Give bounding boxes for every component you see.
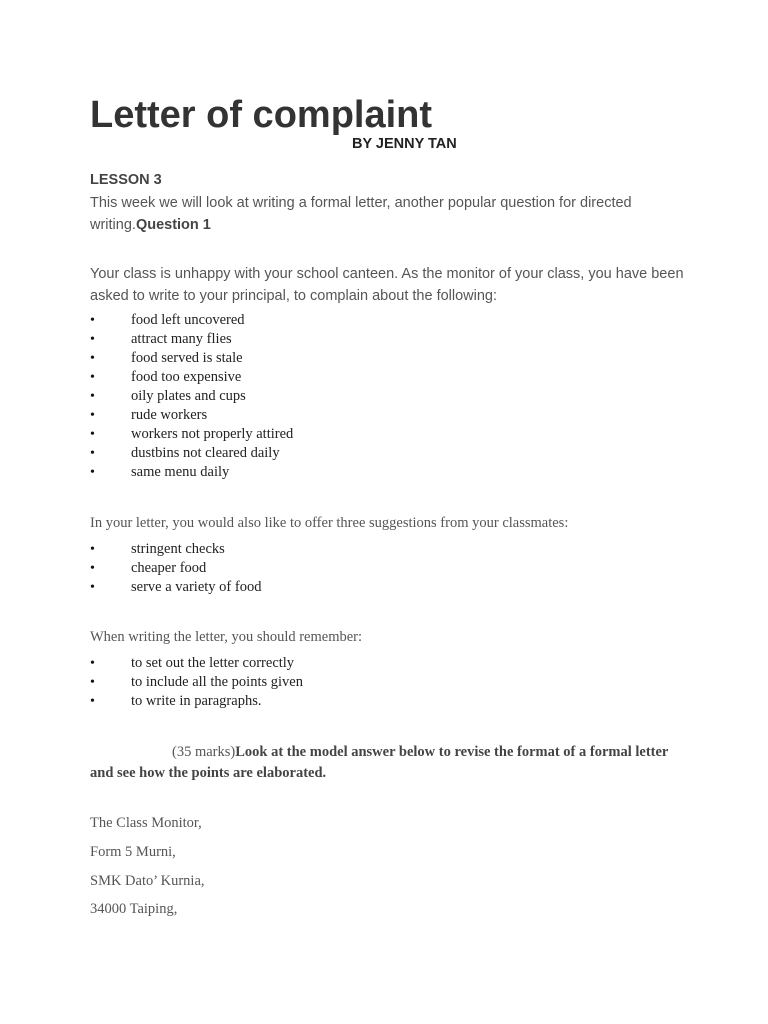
list-item: • to set out the letter correctly [90,654,303,673]
list-item: • same menu daily [90,463,293,482]
author-byline: BY JENNY TAN [352,136,457,152]
model-answer-paragraph [90,742,680,784]
intro-paragraph [90,192,690,236]
complaints-list [90,311,293,482]
list-item: • rude workers [90,406,293,425]
list-item: • food served is stale [90,349,293,368]
intro-text: This week we will look at writing a formal letter, another popular question for directed writing. [90,195,632,233]
remember-list [90,654,303,711]
lesson-heading: LESSON 3 [90,172,162,188]
list-item: • dustbins not cleared daily [90,444,293,463]
page-title: Letter of complaint [90,94,433,136]
address-line: SMK Dato’ Kurnia, [90,873,205,889]
model-answer-note: Look at the model answer below to revise the format of a formal letter and see how the points are elaborated. [90,744,669,781]
list-item: • food too expensive [90,368,293,387]
list-item: • cheaper food [90,559,261,578]
suggestions-intro: In your letter, you would also like to offer three suggestions from your classmates: [90,515,569,531]
remember-intro: When writing the letter, you should remember: [90,629,363,645]
list-item: • stringent checks [90,540,261,559]
address-line: Form 5 Murni, [90,844,176,860]
suggestions-list [90,540,261,597]
task-paragraph: Your class is unhappy with your school canteen. As the monitor of your class, you have been asked to write to your principal, to complain about the following: [90,266,684,304]
list-item: • to include all the points given [90,673,303,692]
list-item: • food left uncovered [90,311,293,330]
address-line: The Class Monitor, [90,815,202,831]
address-line: 34000 Taiping, [90,901,178,917]
list-item: • to write in paragraphs. [90,692,303,711]
list-item: • serve a variety of food [90,578,261,597]
marks-label: (35 marks) [172,744,236,760]
list-item: • attract many flies [90,330,293,349]
list-item: • oily plates and cups [90,387,293,406]
question-label: Question 1 [135,217,211,233]
list-item: • workers not properly attired [90,425,293,444]
